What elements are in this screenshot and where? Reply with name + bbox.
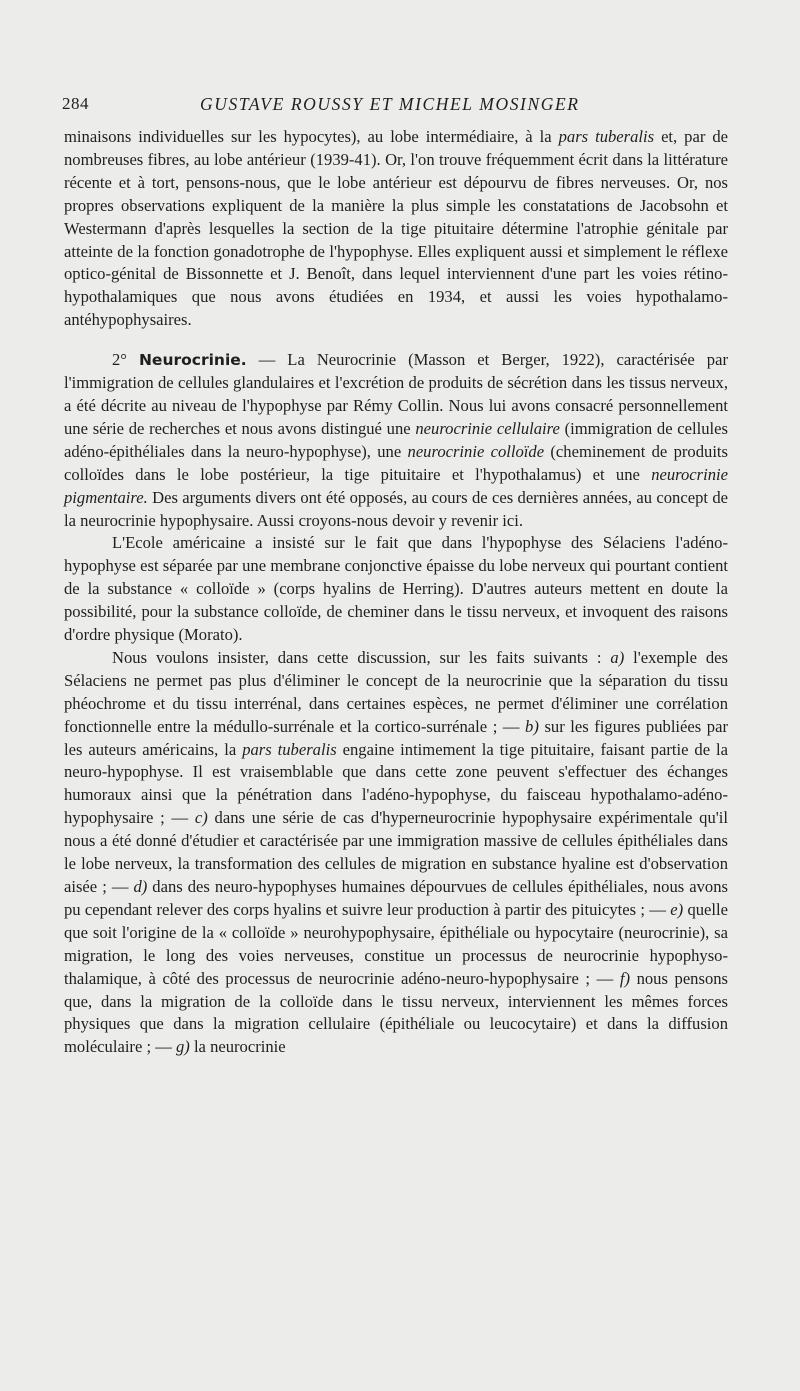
body-text bbox=[64, 126, 728, 1059]
text-run: (cheminement de produits colloïdes dans le lobe postérieur, la tige pituitaire et l'hypothalamus) et une bbox=[64, 441, 728, 484]
page-number: 284 bbox=[62, 94, 89, 113]
text-run: engaine intimement la tige pituitaire, faisant partie de la neuro-hypophyse. Il est vraisemblable que dans cette zone peuvent s'effectuer des échanges humoraux ainsi que la pénétration dans l'adéno-hypophyse, du faisceau hypothalamo-adéno-hypophysaire ; — bbox=[64, 739, 728, 828]
page-header bbox=[62, 94, 736, 122]
list-marker: e) bbox=[670, 899, 684, 919]
text-run: dans des neuro-hypophyses humaines dépourvues de cellules épithéliales, nous avons pu cependant relever des corps hyalins et suivre leur production à partir des pituicytes ; — bbox=[64, 877, 728, 919]
italic-term: pars tuberalis bbox=[558, 127, 655, 146]
running-title: GUSTAVE ROUSSY ET MICHEL MOSINGER bbox=[200, 94, 580, 114]
section-title: Neurocrinie. bbox=[138, 351, 247, 370]
italic-term: neurocrinie pigmentaire. bbox=[64, 464, 728, 507]
italic-term: pars tuberalis bbox=[242, 739, 337, 759]
paragraph-4 bbox=[64, 647, 728, 1059]
paragraph-2 bbox=[64, 349, 728, 532]
text-run: (immigration de cellules adéno-épithéliales dans la neuro-hypophyse), une bbox=[64, 418, 728, 461]
list-marker: a) bbox=[610, 647, 625, 667]
paragraph-1 bbox=[64, 126, 728, 332]
text-run: et, par de nombreuses fibres, au lobe antérieur (1939-41). Or, l'on trouve fréquemment écrit dans la littérature récente et à tort, pensons-nous, que le lobe antérieur est dépourvu de fibres nerveuses. Or, nos propres observations expliquent de la manière la plus simple les constatations de Jacobsohn et Westermann d'après lesquelles la section de la tige pituitaire détermine l'atrophie génitale par atteinte de la fonction gonadotrophe de l'hypophyse. Elles expliquent aussi et simplement le réflexe optico-génital de Bissonnette et J. Benoît, dans lequel interviennent d'une part les voies rétino-hypothalamiques que nous avons étudiées en 1934, et aussi les voies hypothalamo-antéhypophysaires. bbox=[64, 127, 728, 330]
text-run: l'exemple des Sélaciens ne permet pas plus d'éliminer le concept de la neurocrinie que la séparation du tissu phéochrome et du tissu interrénal, dans certaines espèces, ne permet d'éliminer une corrélation fonctionnelle entre la médullo-surrénale et la cortico-surrénale ; — bbox=[64, 647, 728, 736]
text-run: la neurocrinie bbox=[189, 1037, 286, 1057]
text-run: nous pensons que, dans la migration de la colloïde dans le tissu nerveux, interviennent les mêmes forces physiques que dans la migration cellulaire (épithéliale ou leucocytaire) et dans la diffusion moléculaire ; — bbox=[64, 968, 728, 1057]
list-marker: f) bbox=[619, 968, 630, 988]
list-marker: b) bbox=[525, 716, 539, 736]
paragraph-3: L'Ecole américaine a insisté sur le fait que dans l'hypophyse des Sélaciens l'adéno-hypophyse est séparée par une membrane conjonctive épaisse du lobe nerveux qui pourtant contient de la substance « colloïde » (corps hyalins de Herring). D'autres auteurs mettent en doute la possibilité, pour la substance colloïde, de cheminer dans le tissu nerveux, et invoquent des raisons d'ordre physique (Morato). bbox=[64, 533, 728, 645]
italic-term: neurocrinie cellulaire bbox=[415, 418, 560, 438]
text-run: Des arguments divers ont été opposés, au cours de ces dernières années, au concept de la neurocrinie hypophysaire. Aussi croyons-nous devoir y revenir ici. bbox=[64, 487, 728, 530]
list-marker: d) bbox=[133, 877, 148, 896]
italic-term: neurocrinie colloïde bbox=[407, 441, 545, 461]
list-marker: g) bbox=[175, 1037, 190, 1057]
text-run: — La Neurocrinie (Masson et Berger, 1922), caractérisée par l'immigration de cellules glandulaires et l'excrétion de produits de sécrétion dans les tissus nerveux, a été décrite au niveau de l'hypophyse par Rémy Collin. Nous lui avons consacré personnellement une série de recherches et nous avons distingué une bbox=[64, 350, 728, 438]
text-run: dans une série de cas d'hyperneurocrinie hypophysaire expérimentale qu'il nous a été donné d'étudier et caractérisée par une immigration massive de cellules épithéliales dans le lobe nerveux, la transformation des cellules de migration en substance hyaline est d'observation aisée ; — bbox=[64, 808, 728, 896]
text-run: minaisons individuelles sur les hypocytes), au lobe intermédiaire, à la bbox=[64, 127, 559, 146]
text-run: quelle que soit l'origine de la « colloïde » neurohypophysaire, épithéliale ou hypocytaire (neurocrinie), sa migration, le long des voies nerveuses, constitue un processus de neurocrinie hypophyso-thalamique, à côté des processus de neurocrinie adéno-neuro-hypophysaire ; — bbox=[64, 899, 728, 988]
text-run: sur les figures publiées par les auteurs américains, la bbox=[64, 716, 728, 759]
section-number: 2° bbox=[112, 350, 139, 370]
text-run: Nous voulons insister, dans cette discussion, sur les faits suivants : bbox=[112, 647, 611, 667]
list-marker: c) bbox=[194, 808, 208, 828]
